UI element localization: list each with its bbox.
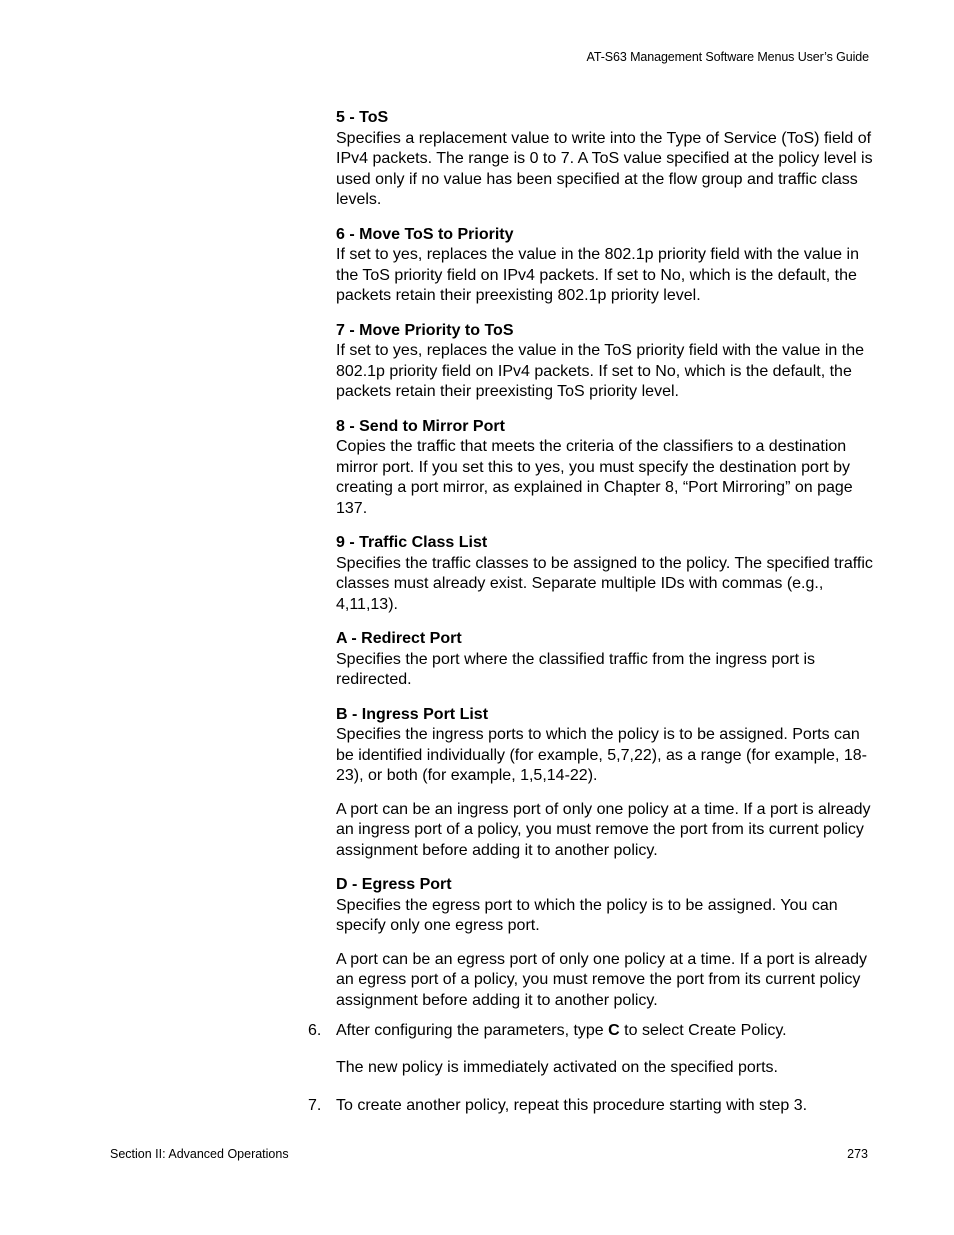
- entry-tos: [336, 108, 876, 211]
- entry-move-priority-to-tos: [336, 321, 876, 403]
- step-text: To create another policy, repeat this procedure starting with step 3.: [336, 1097, 808, 1114]
- entry-description: If set to yes, replaces the value in the 802.1p priority field with the value in the ToS priority field on IPv4 packets. If set to No, which is the default, the packets retain their preexisting 802.1p priority level.: [336, 246, 859, 304]
- step-text-part: to select Create Policy.: [619, 1022, 787, 1039]
- entry-title: 9 - Traffic Class List: [336, 534, 488, 551]
- entry-traffic-class-list: [336, 533, 876, 615]
- key-label: C: [608, 1022, 620, 1039]
- procedure-steps: [308, 1021, 878, 1117]
- entry-move-tos-to-priority: [336, 225, 876, 307]
- step-number: 6.: [308, 1022, 322, 1039]
- entry-description: Specifies a replacement value to write into the Type of Service (ToS) field of IPv4 packets. The range is 0 to 7. A ToS value specified at the policy level is used only if no value has been specified at the flow group and traffic class levels.: [336, 129, 873, 208]
- entry-redirect-port: [336, 629, 876, 691]
- entry-title: 6 - Move ToS to Priority: [336, 225, 514, 243]
- entry-description: Specifies the egress port to which the policy is to be assigned. You can specify only one egress port.: [336, 896, 838, 934]
- entry-egress-port: [336, 875, 876, 1011]
- page-number: 273: [847, 1147, 868, 1161]
- entry-send-to-mirror-port: [336, 417, 876, 520]
- entry-title: 8 - Send to Mirror Port: [336, 417, 505, 435]
- entry-title: A - Redirect Port: [336, 630, 462, 647]
- entry-title: D - Egress Port: [336, 876, 452, 893]
- entry-description: Copies the traffic that meets the criteria of the classifiers to a destination mirror port. If you set this to yes, you must specify the destination port by creating a port mirror, as explained in Chapter 8, “Port Mirroring” on page 137.: [336, 438, 853, 517]
- entry-ingress-port-list: [336, 705, 876, 862]
- entry-description: Specifies the port where the classified traffic from the ingress port is redirected.: [336, 650, 816, 688]
- entry-description: If set to yes, replaces the value in the ToS priority field with the value in the 802.1p priority field on IPv4 packets. If set to No, which is the default, the packets retain their preexisting ToS priority level.: [336, 342, 864, 400]
- entry-title: 7 - Move Priority to ToS: [336, 321, 514, 339]
- step-followup: The new policy is immediately activated on the specified ports.: [336, 1058, 778, 1076]
- step-number: 7.: [308, 1097, 322, 1114]
- step-text-part: After configuring the parameters, type: [336, 1022, 609, 1039]
- entry-title: B - Ingress Port List: [336, 705, 489, 723]
- entry-description: Specifies the ingress ports to which the policy is to be assigned. Ports can be identified individually (for example, 5,7,22), as a range (for example, 18-23), or both (for example, 1,5,14-22).: [336, 726, 867, 784]
- footer-section: Section II: Advanced Operations: [110, 1147, 289, 1161]
- parameter-descriptions: [336, 108, 876, 1025]
- entry-title: 5 - ToS: [336, 109, 389, 126]
- step-7: [308, 1096, 878, 1117]
- step-6: [308, 1021, 878, 1078]
- running-header: AT-S63 Management Software Menus User’s Guide: [586, 50, 869, 64]
- entry-note: A port can be an egress port of only one policy at a time. If a port is already an egress port of a policy, you must remove the port from its current policy assignment before adding it to another policy.: [336, 950, 867, 1009]
- entry-note: A port can be an ingress port of only one policy at a time. If a port is already an ingress port of a policy, you must remove the port from its current policy assignment before adding it to another policy.: [336, 800, 871, 859]
- entry-description: Specifies the traffic classes to be assigned to the policy. The specified traffic classes must already exist. Separate multiple IDs with commas (e.g., 4,11,13).: [336, 554, 873, 613]
- step-text: [336, 1021, 878, 1042]
